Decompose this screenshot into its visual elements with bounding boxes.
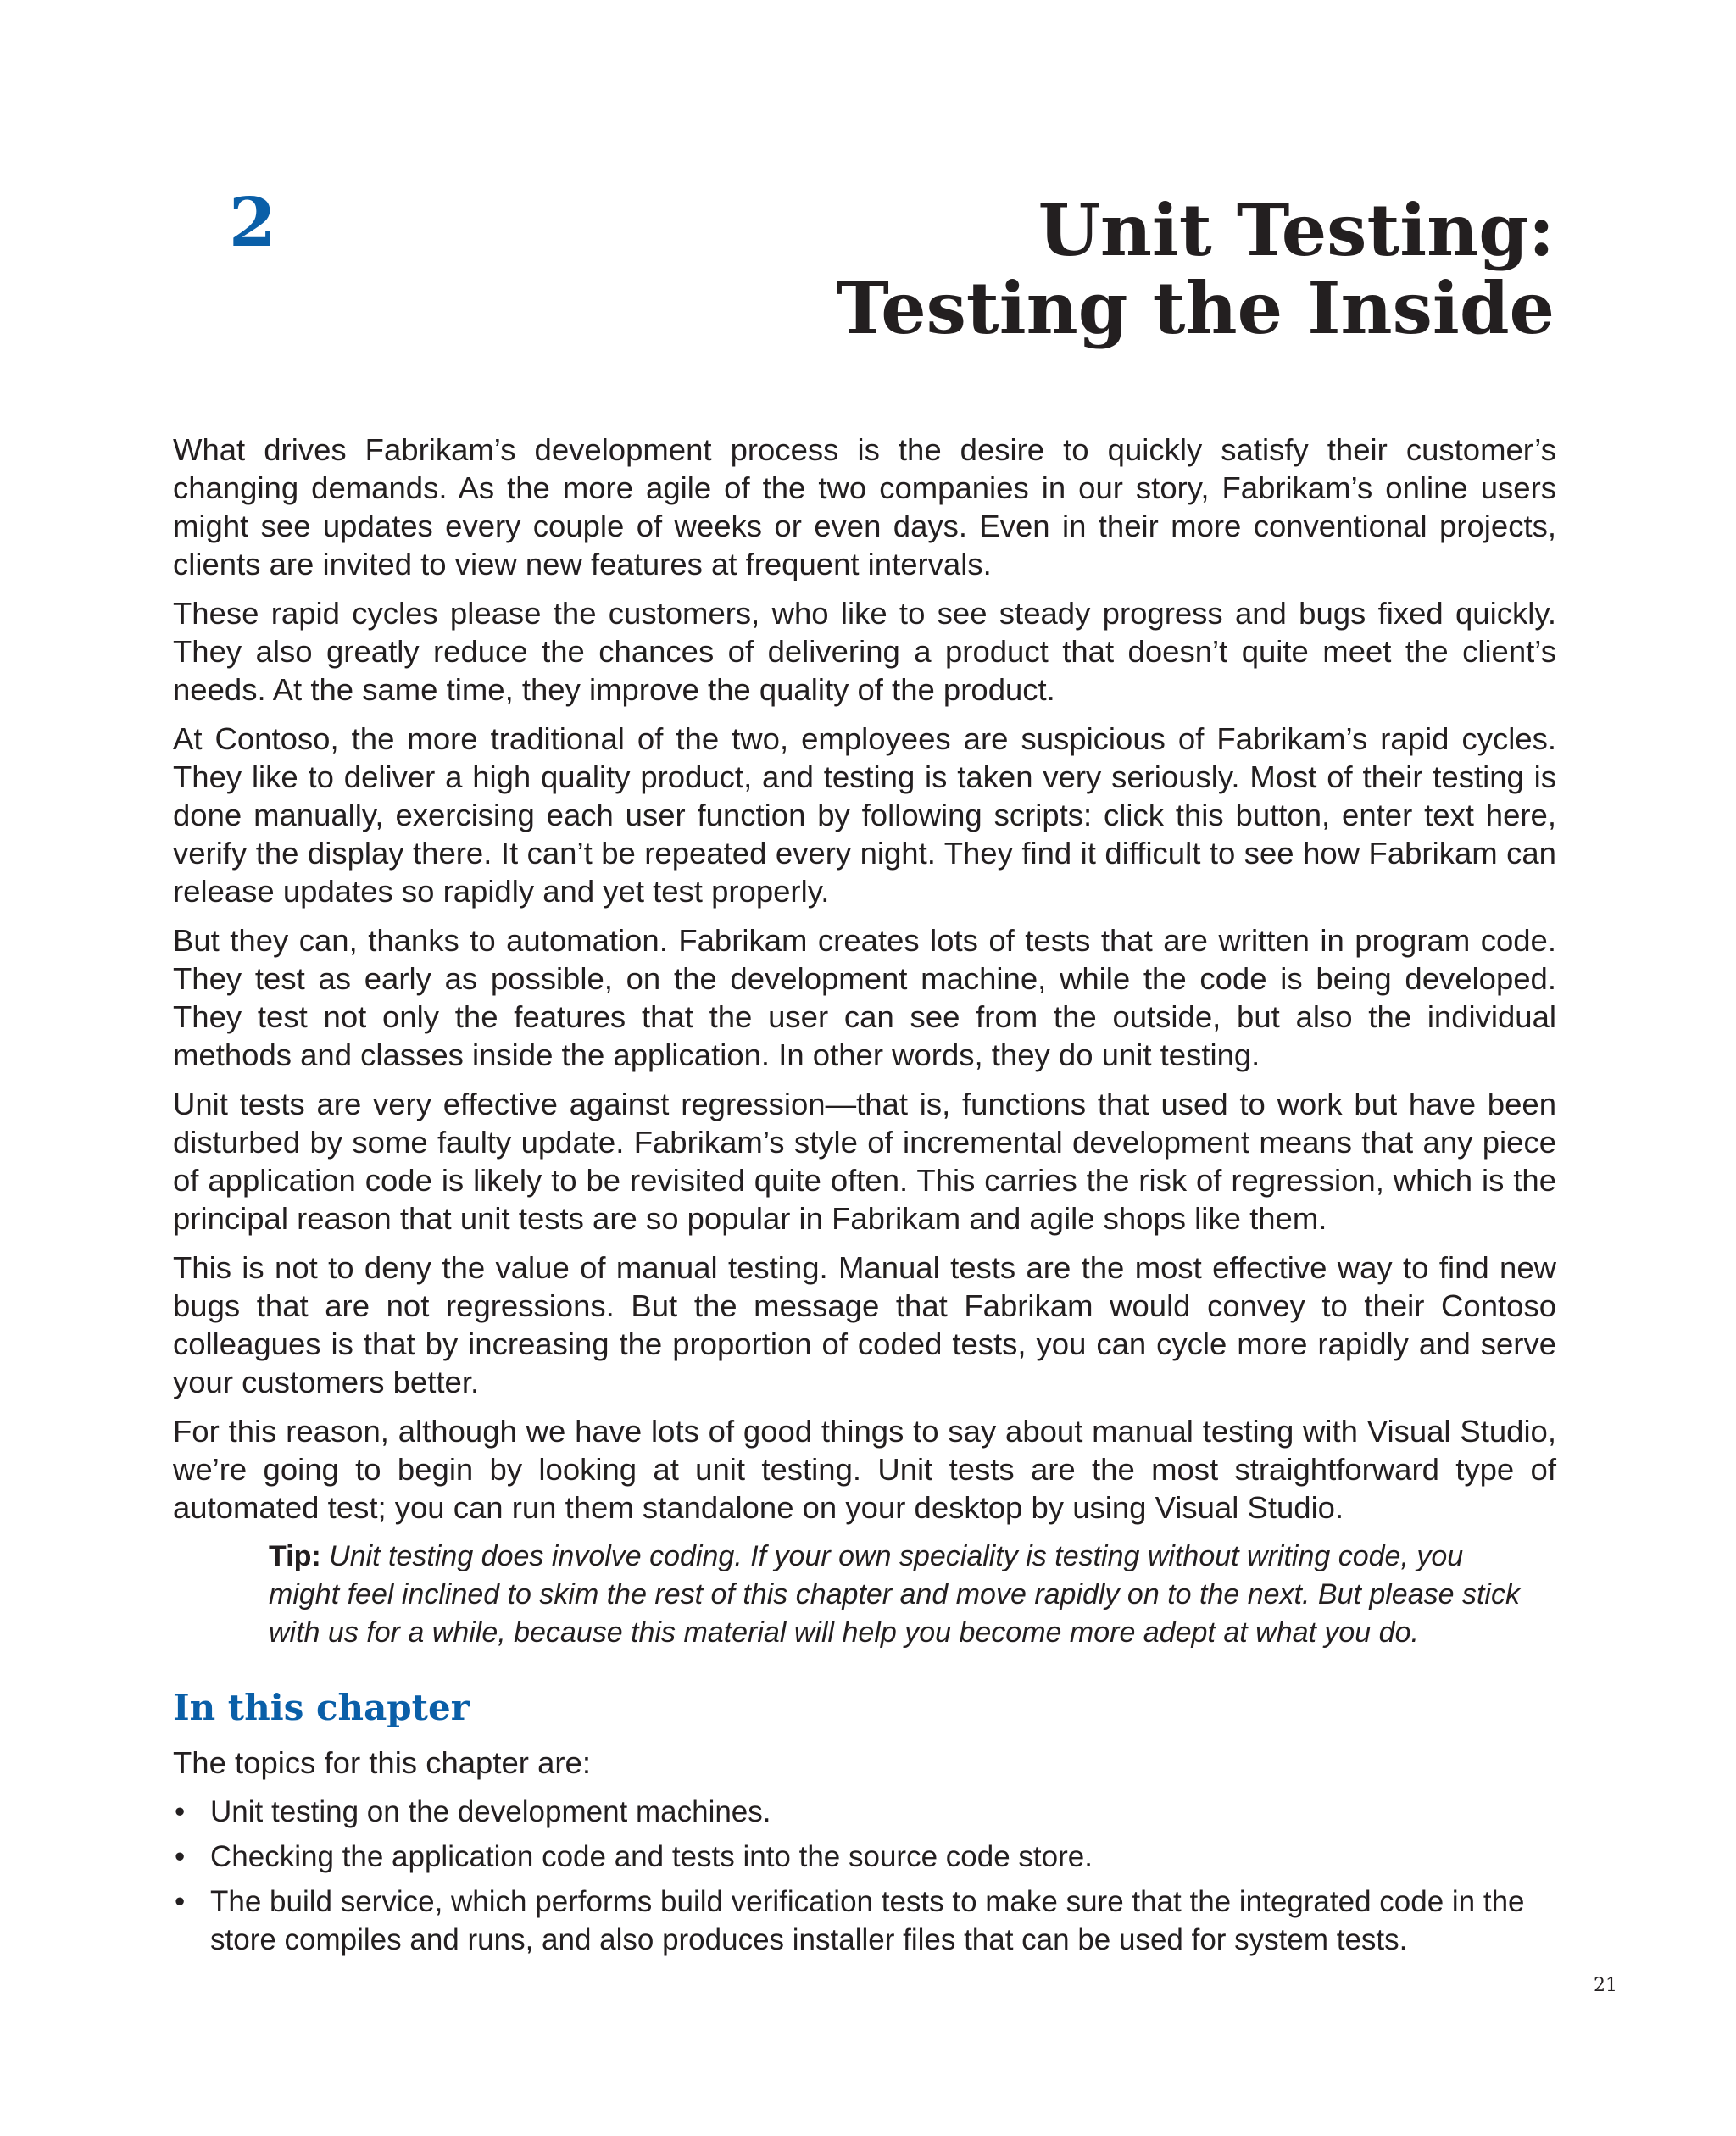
list-item — [173, 1883, 1558, 1959]
chapter-number: 2 — [229, 182, 276, 262]
list-item — [173, 1793, 1558, 1831]
body-paragraph: These rapid cycles please the customers, who like to see steady progress and bugs fixed quickly. They also greatly reduce the chances of delivering a product that doesn’t quite meet the client’s needs. At the same time, they improve the quality of the product. — [173, 596, 1556, 707]
bullet-icon: • — [175, 1840, 186, 1873]
body-paragraph: This is not to deny the value of manual testing. Manual tests are the most effective way to find new bugs that are not regressions. But the message that Fabrikam would convey to their Contoso colleagues is that by increasing the proportion of coded tests, you can cycle more rapidly and serve your customers better. — [173, 1250, 1556, 1399]
topics-list — [173, 1793, 1556, 1959]
chapter-title-line-1: Unit Testing: — [1038, 188, 1555, 272]
section-heading: In this chapter — [173, 1687, 470, 1728]
tip-text: Unit testing does involve coding. If your own speciality is testing without writing code, you might feel inclined to skim the rest of this chapter and move rapidly on to the next. But please stick with us for a while, because this material will help you become more adept at what you do. — [269, 1540, 1520, 1649]
body-paragraph: At Contoso, the more traditional of the two, employees are suspicious of Fabrikam’s rapid cycles. They like to deliver a high quality product, and testing is taken very seriously. Most of their testing is done manually, exercising each user function by following scripts: click this button, enter text here, verify the display there. It can’t be repeated every night. They find it difficult to see how Fabrikam can release updates so rapidly and yet test properly. — [173, 721, 1556, 909]
tip-callout — [269, 1538, 1540, 1652]
body-paragraph: But they can, thanks to automation. Fabrikam creates lots of tests that are written in program code. They test as early as possible, on the development machine, while the code is being developed. They test not only the features that the user can see from the outside, but also the individual methods and classes inside the application. In other words, they do unit testing. — [173, 923, 1556, 1072]
body-paragraph: For this reason, although we have lots of good things to say about manual testing with Visual Studio, we’re going to begin by looking at unit testing. Unit tests are the most straightforward type of automated test; you can run them standalone on your desktop by using Visual Studio. — [173, 1414, 1556, 1525]
list-item-text: Checking the application code and tests into the source code store. — [210, 1840, 1093, 1873]
chapter-title-line-2: Testing the Inside — [836, 266, 1555, 350]
tip-label: Tip: — [269, 1540, 321, 1572]
list-item-text: Unit testing on the development machines. — [210, 1795, 771, 1828]
chapter-body — [173, 431, 1556, 1966]
bullet-icon: • — [175, 1885, 186, 1918]
body-paragraph: Unit tests are very effective against regression—that is, functions that used to work but have been disturbed by some faulty update. Fabrikam’s style of incremental development means that any piece of application code is likely to be revisited quite often. This carries the risk of regression, which is the principal reason that unit tests are so popular in Fabrikam and agile shops like them. — [173, 1087, 1556, 1236]
chapter-title — [537, 188, 1555, 350]
topics-intro: The topics for this chapter are: — [173, 1745, 591, 1780]
list-item-text: The build service, which performs build verification tests to make sure that the integrated code in the store compiles and runs, and also produces installer files that can be used for system tests. — [210, 1885, 1525, 1956]
bullet-icon: • — [175, 1795, 186, 1828]
body-paragraph: What drives Fabrikam’s development process is the desire to quickly satisfy their customer’s changing demands. As the more agile of the two companies in our story, Fabrikam’s online users might see updates every couple of weeks or even days. Even in their more conventional projects, clients are invited to view new features at frequent intervals. — [173, 432, 1556, 581]
list-item — [173, 1838, 1558, 1876]
page-number: 21 — [1594, 1975, 1617, 1996]
